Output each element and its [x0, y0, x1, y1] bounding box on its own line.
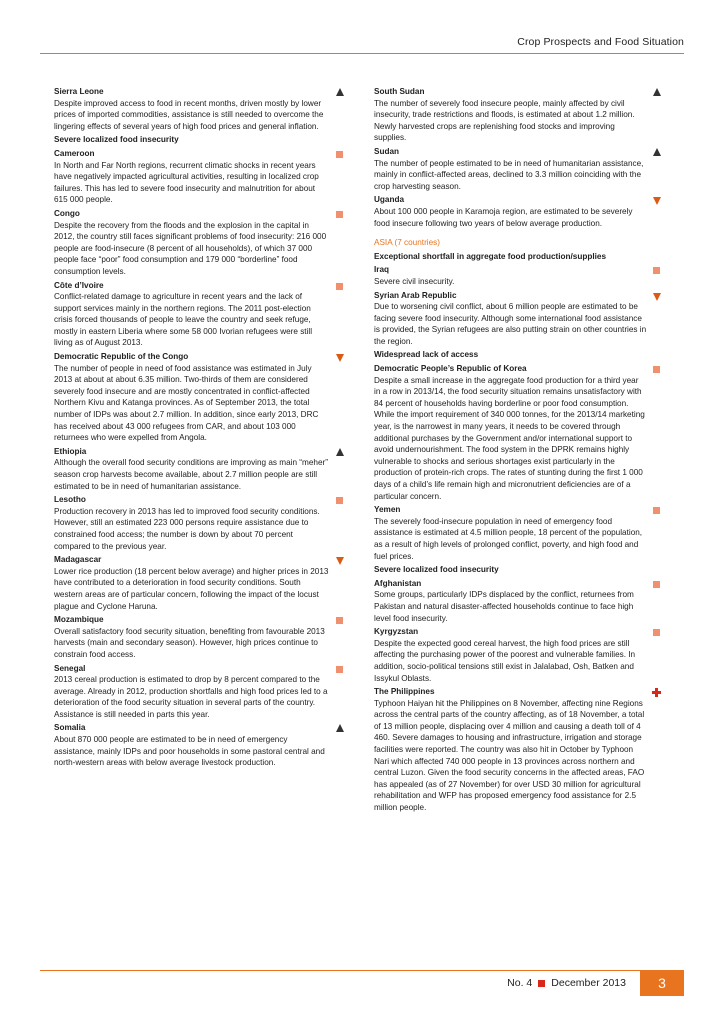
separator-square-icon — [538, 980, 545, 987]
worsening-triangle-icon — [336, 557, 344, 565]
country-text: Due to worsening civil conflict, about 6 million people are estimated to be facing severe food insecurity. Although some international food assistance is provided, the Syrian refugees are also putting strain on other countries in the region. — [374, 302, 647, 346]
country-text: Some groups, particularly IDPs displaced by the conflict, returnees from Pakistan and natural disaster-affected households continue to face high level food insecurity. — [374, 590, 634, 623]
right-column — [374, 86, 661, 816]
country-text: Despite the recovery from the floods and the explosion in the capital in 2012, the country still faces significant problems of food insecurity: 216 000 people are food-insecure (8 percent of all households), of which 37 000 people face “poor” food consumption and 179 000 “borderline” food consumption levels. — [54, 220, 327, 276]
unchanged-square-icon — [653, 581, 660, 588]
improving-triangle-icon — [336, 448, 344, 456]
improving-triangle-icon — [336, 88, 344, 96]
entry-ethiopia — [54, 446, 344, 492]
country-text: Although the overall food security conditions are improving as main “meher” season crop harvests become available, about 2.7 million people are still estimated to be in need of humanitarian assistance. — [54, 458, 328, 491]
running-header-title: Crop Prospects and Food Situation — [517, 36, 684, 48]
unchanged-square-icon — [653, 629, 660, 636]
section-heading-widespread: Widespread lack of access — [374, 350, 479, 360]
country-name: Madagascar — [54, 555, 102, 565]
entry-philippines — [374, 686, 661, 814]
entry-cote-divoire — [54, 280, 344, 350]
improving-triangle-icon — [653, 88, 661, 96]
unchanged-square-icon — [336, 497, 343, 504]
entry-iraq — [374, 264, 661, 287]
entry-dprk — [374, 363, 661, 502]
entry-afghanistan — [374, 578, 661, 624]
country-text: The number of people in need of food assistance was estimated in July 2013 at about at about 6.35 million. Two-thirds of them are considered severely food insecure and are mostly concentrated in conflict-affected Northern Kivu and Katanga provinces. As of September 2013, the total number of IDPs was about 2.7 million. In addition, since early 2013, DRC has received about 43 000 refugees from CAR, and about 103 000 returnees who were expelled from Angola. — [54, 363, 319, 443]
country-name: Lesotho — [54, 495, 86, 505]
unchanged-square-icon — [653, 267, 660, 274]
improving-triangle-icon — [653, 148, 661, 156]
unchanged-square-icon — [336, 211, 343, 218]
entry-south-sudan — [374, 86, 661, 144]
entry-drc — [54, 351, 344, 444]
worsening-triangle-icon — [653, 293, 661, 301]
entry-yemen — [374, 504, 661, 562]
country-text: Overall satisfactory food security situation, benefiting from favourable 2013 harvests (main and secondary season). However, high prices continue to constrain food access. — [54, 626, 325, 659]
country-text: About 870 000 people are estimated to be in need of emergency assistance, mainly IDPs and poor households in some pastoral central and north-western areas with below average livestock production. — [54, 735, 325, 768]
country-name: Côte d’Ivoire — [54, 280, 104, 290]
entry-uganda — [374, 194, 661, 229]
issue-date: December 2013 — [551, 977, 626, 989]
improving-triangle-icon — [336, 724, 344, 732]
entry-sierra-leone — [54, 86, 344, 132]
entry-cameroon — [54, 148, 344, 206]
entry-senegal — [54, 663, 344, 721]
country-text: The severely food-insecure population in need of emergency food assistance is estimated at 4.5 million people, 18 percent of the population, as a result of high levels of prolonged conflict, poverty, and high food and fuel prices. — [374, 516, 643, 561]
entry-congo — [54, 208, 344, 278]
unchanged-square-icon — [336, 617, 343, 624]
country-name: The Philippines — [374, 687, 435, 697]
entry-somalia — [54, 722, 344, 768]
country-text: Conflict-related damage to agriculture in recent years and the lack of support services mainly in the northern regions. The 2011 post-election crisis forced thousands of people to leave the country and seek refuge, mostly in eastern Liberia where some 58 000 Ivorian refugees were still living as of August 2013. — [54, 292, 313, 348]
unchanged-square-icon — [653, 366, 660, 373]
entry-lesotho — [54, 494, 344, 552]
country-text: Despite the expected good cereal harvest, the high food prices are still affecting the purchasing power of the poorest and vulnerable families. In addition, socio-political tensions still exist in Jalalabad, Osh, Batken and Issykul Oblasts. — [374, 638, 636, 683]
entry-mozambique — [54, 614, 344, 660]
section-heading-localized: Severe localized food insecurity — [54, 135, 179, 145]
entry-sudan — [374, 146, 661, 192]
unchanged-square-icon — [653, 507, 660, 514]
country-name: Senegal — [54, 663, 86, 673]
country-text: The number of severely food insecure people, mainly affected by civil insecurity, trade restrictions and floods, is estimated at about 1.2 million. Newly harvested crops are replenishing food stocks and improving supplies. — [374, 98, 635, 143]
entry-madagascar — [54, 554, 344, 612]
issue-number: No. 4 — [507, 977, 533, 989]
country-text: Severe civil insecurity. — [374, 276, 455, 286]
page-number: 3 — [640, 970, 684, 996]
country-name: Democratic Republic of the Congo — [54, 352, 189, 362]
country-text: Despite a small increase in the aggregate food production for a third year in a row in 2013/14, the food security situation remains unsatisfactory with 84 percent of households having borderline or poor food consumption. While the import requirement of 340 000 tonnes, for the 2013/14 marketing year, is the narrowest in many years, it needs to be covered through additional purchases by the Government and/or international support to avoid undernourishment. The food system in the DPRK remains highly vulnerable to shocks and serious shortages exist particularly in the production of protein-rich crops. The rates of stunting during the first 1 000 days of a child’s life remain high and micronutrient deficiencies are of a particular concern. — [374, 375, 645, 501]
country-text: Production recovery in 2013 has led to improved food security conditions. However, still an estimated 223 000 persons require assistance due to constrained food access; the number is down by about 70 percent compared to the previous year. — [54, 506, 320, 551]
unchanged-square-icon — [336, 666, 343, 673]
country-name: Iraq — [374, 265, 390, 275]
left-column — [54, 86, 344, 771]
worsening-triangle-icon — [653, 197, 661, 205]
header-rule — [40, 53, 684, 54]
entry-kyrgyzstan — [374, 626, 661, 684]
entry-syria — [374, 290, 661, 348]
country-name: South Sudan — [374, 87, 425, 96]
worsening-triangle-icon — [336, 354, 344, 362]
country-text: In North and Far North regions, recurrent climatic shocks in recent years have negatively impacted agricultural activities, resulting in localized crop failures. This has led to severe food insecurity and malnutrition for about 615 000 people. — [54, 160, 319, 205]
country-text: 2013 cereal production is estimated to drop by 8 percent compared to the average. Already in 2012, production shortfalls and high food prices led to a deterioration of the food security situation in several parts of the country. Assistance is still needed in parts this year. — [54, 675, 328, 719]
unchanged-square-icon — [336, 151, 343, 158]
country-name: Ethiopia — [54, 446, 87, 456]
unchanged-square-icon — [336, 283, 343, 290]
country-name: Sierra Leone — [54, 87, 104, 96]
country-name: Kyrgyzstan — [374, 627, 419, 637]
new-entry-plus-icon — [652, 688, 661, 697]
country-name: Uganda — [374, 195, 405, 205]
country-name: Syrian Arab Republic — [374, 290, 457, 300]
section-heading-localized: Severe localized food insecurity — [374, 565, 499, 575]
country-text: Despite improved access to food in recent months, driven mostly by lower prices of imported commodities, assistance is still needed to overcome the lingering effects of several years of high food prices and general inflation. — [54, 98, 324, 131]
country-name: Congo — [54, 208, 80, 218]
country-text: Lower rice production (18 percent below average) and higher prices in 2013 have contributed to a deterioration in food security conditions. South western areas are of particular concern, following the impact of the locust plague and Cyclone Haruna. — [54, 566, 329, 611]
country-text: Typhoon Haiyan hit the Philippines on 8 November, affecting nine Regions across the central parts of the country affecting, as of 18 November, a total of 13 million people, displacing over 4 million and causing a death toll of 4 460. Severe damages to housing and infrastructure, irrigation and storage facilities were reported. The country was also hit in October by Typhoon Nari which affected 740 000 people in 13 provinces across northern and central Luzon. Given the food security concerns in the affected areas, FAO has appealed (as of 27 November) for over USD 30 million for agricultural rehabilitation and WFP has proposed emergency food assistance for 2.5 million people. — [374, 698, 645, 813]
country-name: Somalia — [54, 723, 86, 733]
country-name: Yemen — [374, 505, 401, 515]
region-heading-asia: ASIA (7 countries) — [374, 238, 440, 248]
section-heading-exceptional: Exceptional shortfall in aggregate food production/supplies — [374, 251, 607, 261]
country-name: Mozambique — [54, 615, 104, 625]
country-text: About 100 000 people in Karamoja region, are estimated to be severely food insecure following two years of below average production. — [374, 206, 633, 228]
country-name: Afghanistan — [374, 578, 422, 588]
country-name: Sudan — [374, 146, 400, 156]
country-name: Democratic People’s Republic of Korea — [374, 364, 527, 374]
page-footer — [507, 970, 684, 996]
country-text: The number of people estimated to be in need of humanitarian assistance, mainly in conflict-affected areas, declined to 3.3 million coinciding with the crop harvesting season. — [374, 158, 644, 191]
country-name: Cameroon — [54, 148, 95, 158]
